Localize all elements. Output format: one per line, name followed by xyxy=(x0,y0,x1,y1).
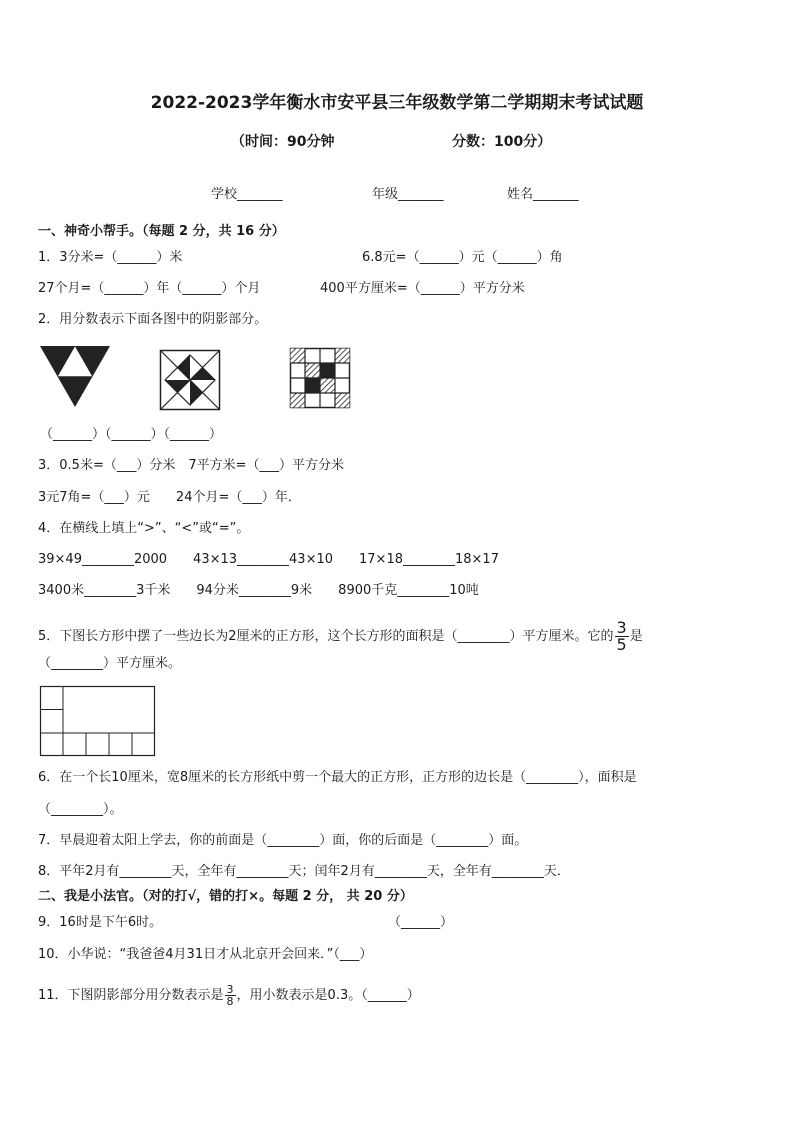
q9-text: 9．16时是下午6时。 xyxy=(38,915,163,930)
q3-line2: 3元7角=（___）元 24个月=（___）年． xyxy=(38,490,301,505)
q3-line1: 3．0.5米=（___）分米 7平方米=（___）平方分米 xyxy=(38,458,345,473)
q6-line2: （________）。 xyxy=(38,802,123,817)
section1-heading: 一、神奇小帮手。（每题 2 分，共 16 分） xyxy=(38,224,285,239)
q8-text: 8．平年2月有________天，全年有________天；闰年2月有________天，全年有________天． xyxy=(38,864,570,879)
grade-field: 年级_______ xyxy=(372,187,444,202)
q11-text xyxy=(38,984,420,1007)
q4-row2: 3400米________3千米 94分米________9米 8900千克________10吨 xyxy=(38,583,479,598)
q11-fraction-denominator: 8 xyxy=(226,995,234,1008)
page-title: 2022-2023学年衡水市安平县三年级数学第二学期期末考试试题 xyxy=(150,93,644,113)
name-field: 姓名_______ xyxy=(507,187,579,202)
exam-time: （时间：90分钟 xyxy=(231,134,335,150)
q1-part-d: 400平方厘米=（______）平方分米 xyxy=(320,281,525,296)
q5-fraction xyxy=(615,620,629,653)
q11-fraction xyxy=(225,984,236,1007)
triangle-figure xyxy=(40,345,110,407)
q5-suffix: 是 xyxy=(629,629,643,644)
q2-text: 2．用分数表示下面各图中的阴影部分。 xyxy=(38,312,268,327)
q10-text: 10．小华说：“我爸爸4月31日才从北京开会回来．”（___） xyxy=(38,947,373,962)
q5-text xyxy=(38,620,643,653)
q1-part-c: 27个月=（______）年（______）个月 xyxy=(38,281,261,296)
q1-part-a: 1．3分米=（______）米 xyxy=(38,250,183,265)
diagonal-square-figure xyxy=(160,350,220,410)
q2-answer-blanks: （______）（______）（______） xyxy=(40,427,223,442)
section2-heading: 二、我是小法官。（对的打√，错的打×。每题 2 分， 共 20 分） xyxy=(38,889,413,904)
school-field: 学校_______ xyxy=(211,187,283,202)
q6-text: 6．在一个长10厘米，宽8厘米的长方形纸中剪一个最大的正方形，正方形的边长是（________），面积是 xyxy=(38,770,637,785)
q11-prefix: 11．下图阴影部分用分数表示是 xyxy=(38,988,224,1003)
q11-suffix: ，用小数表示是0.3。（______） xyxy=(236,988,420,1003)
rectangle-squares-figure xyxy=(40,686,155,756)
q4-row1: 39×49________2000 43×13________43×10 17×18________18×17 xyxy=(38,552,499,567)
q11-fraction-numerator: 3 xyxy=(226,983,234,996)
q5-line2: （________）平方厘米。 xyxy=(38,656,182,671)
q9-blank: （______） xyxy=(388,915,454,930)
q7-text: 7．早晨迎着太阳上学去，你的前面是（________）面，你的后面是（________）面。 xyxy=(38,833,528,848)
q5-prefix: 5．下图长方形中摆了一些边长为2厘米的正方形，这个长方形的面积是（________）平方厘米。它的 xyxy=(38,629,614,644)
q5-fraction-numerator: 3 xyxy=(616,618,627,637)
hatched-grid-figure xyxy=(290,348,350,408)
exam-score: 分数：100分） xyxy=(452,134,552,150)
q4-text: 4．在横线上填上“>”、“<”或“=”。 xyxy=(38,521,250,536)
q5-fraction-denominator: 5 xyxy=(616,635,627,654)
q1-part-b: 6.8元=（______）元（______）角 xyxy=(362,250,563,265)
